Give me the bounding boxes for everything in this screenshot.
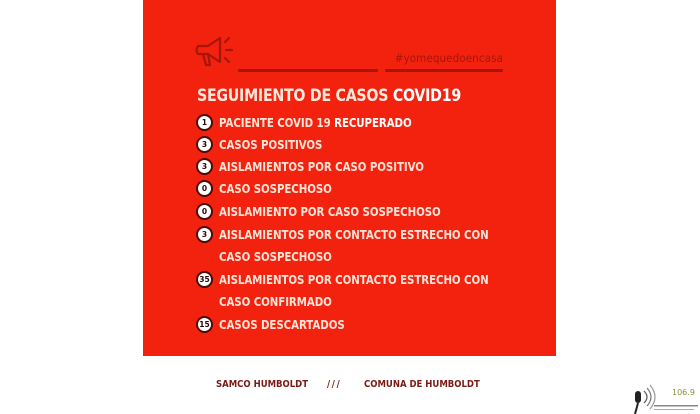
footer-samco: SAMCO HUMBOLDT: [216, 379, 309, 390]
count-badge: 15: [196, 316, 213, 333]
item-label: AISLAMIENTOS POR CONTACTO ESTRECHO CON: [219, 227, 489, 242]
item-label: AISLAMIENTO POR CASO SOSPECHOSO: [219, 204, 441, 219]
item-highlight: RECUPERADO: [334, 115, 412, 130]
page-title: [197, 86, 461, 105]
title-prefix: SEGUIMIENTO DE CASOS: [197, 86, 393, 105]
count-badge: 3: [196, 158, 213, 175]
count-badge: 3: [196, 136, 213, 153]
count-badge: 0: [196, 180, 213, 197]
footer-separator: ///: [327, 379, 342, 390]
count-badge: 35: [196, 271, 213, 288]
count-badge: 3: [196, 226, 213, 243]
hashtag: #yomequedoencasa: [394, 51, 503, 65]
footer-comuna: COMUNA DE HUMBOLDT: [364, 379, 480, 390]
item-label: PACIENTE COVID 19: [219, 115, 335, 130]
footer: [0, 379, 700, 395]
megaphone-icon: [194, 34, 240, 70]
count-badge: 1: [196, 114, 213, 131]
radio-frequency: 106.9: [672, 388, 695, 397]
title-highlight: COVID19: [392, 86, 461, 105]
count-badge: 0: [196, 203, 213, 220]
item-label: CASO SOSPECHOSO: [219, 181, 332, 196]
item-label: AISLAMIENTOS POR CONTACTO ESTRECHO CON: [219, 272, 489, 287]
item-label-line2: CASO SOSPECHOSO: [219, 249, 332, 264]
divider-left: [238, 69, 378, 72]
item-label: CASOS POSITIVOS: [219, 137, 323, 152]
item-label-line2: CASO CONFIRMADO: [219, 294, 332, 309]
item-label: AISLAMIENTOS POR CASO POSITIVO: [219, 159, 424, 174]
item-label: CASOS DESCARTADOS: [219, 317, 345, 332]
divider-right: [385, 69, 503, 72]
